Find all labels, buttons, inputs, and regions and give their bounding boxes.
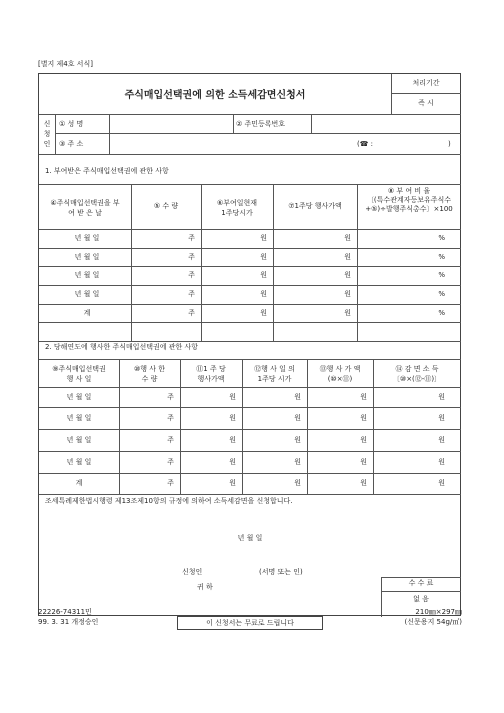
s2-header-exercise-price: ⑪1 주 당 행사가액 [196,365,226,383]
s1-row-cell: 주 [188,271,195,279]
s2-row-cell: 원 [294,414,301,422]
signature-note: (서명 또는 인) [259,568,303,576]
s2-header-exercised-qty: ⑩행 사 한 수 량 [133,365,165,383]
s1-row-cell: 주 [188,234,195,242]
s2-row-cell: 원 [438,436,445,444]
s2-row-cell: 년 월 일 [66,436,92,444]
paper-size: 210㎜×297㎜ [415,608,462,616]
s2-row-cell: 원 [229,393,236,401]
s1-header-grant-ratio: ⑧ 부 여 비 율 〔(특수관계자등보유주식수+⑤)÷발행주식총수〕×100 [365,187,453,213]
s2-total-cell: 원 [294,479,301,487]
s2-row-cell: 원 [360,393,367,401]
form-number-label: [별지 제4호 서식] [38,60,93,68]
application-form [38,73,461,616]
s2-row-cell: 원 [438,393,445,401]
s2-total-cell: 계 [75,479,83,487]
s2-header-market-price: ⑫행 사 일 의 1주당 시가 [254,365,295,383]
s2-header-exercise-date: ⑨주식매입선택권 행 사 일 [52,365,106,383]
phone-close: ) [448,140,451,148]
s1-total-cell: 주 [188,309,195,317]
date-line: 년 월 일 [237,534,263,542]
s2-row-cell: 원 [229,436,236,444]
s1-total-cell: 계 [83,309,91,317]
s1-row-cell: 원 [344,290,351,298]
recipient-label: 귀 하 [197,583,213,591]
s1-row-cell: 원 [260,234,267,242]
s1-row-cell: 원 [260,290,267,298]
s1-row-cell: % [438,253,445,261]
address-label: ③ 주 소 [59,140,84,148]
s1-row-cell: 년 월 일 [74,290,100,298]
form-title: 주식매입선택권에 의한 소득세감면신청서 [124,90,306,101]
s2-row-cell: 원 [438,414,445,422]
s2-row-cell: 원 [294,436,301,444]
s1-row-cell: % [438,271,445,279]
section2-heading: 2. 당해연도에 행사한 주식매입선택권에 관한 사항 [45,343,199,351]
processing-period-value: 즉 시 [418,99,434,107]
s1-row-cell: 원 [260,271,267,279]
s1-header-grant-date: ④주식매입선택권을 부 여 받 은 날 [50,199,120,217]
paper-type: (신문용지 54g/㎡) [404,618,462,626]
s1-total-cell: 원 [260,309,267,317]
declaration-text: 조세특례제한법시행령 제13조제10항의 규정에 의하여 소득세감면을 신청합니다. [45,497,293,505]
s1-row-cell: 주 [188,290,195,298]
s2-row-cell: 년 월 일 [66,458,92,466]
s2-total-cell: 원 [229,479,236,487]
section1-heading: 1. 부여받은 주식매입선택권에 관한 사항 [45,167,169,175]
s1-row-cell: 원 [344,234,351,242]
s1-row-cell: 년 월 일 [74,234,100,242]
s2-row-cell: 년 월 일 [66,393,92,401]
s2-row-cell: 주 [167,436,174,444]
fee-label: 수 수 료 [408,579,434,587]
s1-total-cell: % [438,309,445,317]
phone-label: (☎ : [357,140,374,148]
s1-row-cell: 원 [260,253,267,261]
s2-total-cell: 원 [360,479,367,487]
s2-row-cell: 원 [294,393,301,401]
s1-row-cell: % [438,290,445,298]
s2-row-cell: 원 [229,458,236,466]
id-number-label: ② 주민등록번호 [236,120,286,128]
free-notice: 이 신청서는 무료로 드립니다 [177,616,323,630]
s2-row-cell: 원 [360,436,367,444]
s1-row-cell: 주 [188,253,195,261]
s2-row-cell: 주 [167,458,174,466]
s2-row-cell: 원 [229,414,236,422]
s1-row-cell: 년 월 일 [74,271,100,279]
s1-row-cell: 원 [344,253,351,261]
signer-label: 신청인 [182,568,203,576]
s1-row-cell: 년 월 일 [74,253,100,261]
s2-total-cell: 원 [438,479,445,487]
s1-header-quantity: ⑤ 수 량 [153,202,179,210]
s1-row-cell: 원 [344,271,351,279]
s1-row-cell: % [438,234,445,242]
s2-row-cell: 원 [360,458,367,466]
s1-header-exercise-price: ⑦1주당 행사가액 [288,202,342,210]
name-label: ① 성 명 [59,120,84,128]
processing-period-label: 처리기간 [412,79,440,87]
fee-value: 없 음 [413,595,429,603]
s2-row-cell: 원 [438,458,445,466]
s1-header-market-price: ⑥부여일현재 1주당시가 [216,199,258,217]
s2-row-cell: 년 월 일 [66,414,92,422]
s2-total-cell: 주 [167,479,174,487]
s2-row-cell: 원 [360,414,367,422]
s2-row-cell: 주 [167,393,174,401]
s2-row-cell: 주 [167,414,174,422]
applicant-side-label: 신 청 인 [43,120,51,148]
form-code: 22226-74311민 [38,608,92,616]
s2-header-exercise-amount: ⑬행 사 가 액 (⑩×⑪) [319,365,361,383]
approval-date: 99. 3. 31 개정승인 [38,618,99,626]
s2-header-exempt-income: ⑭ 감 면 소 득 〔⑩×(⑫-⑪)〕 [392,365,442,383]
s1-total-cell: 원 [344,309,351,317]
s2-row-cell: 원 [294,458,301,466]
